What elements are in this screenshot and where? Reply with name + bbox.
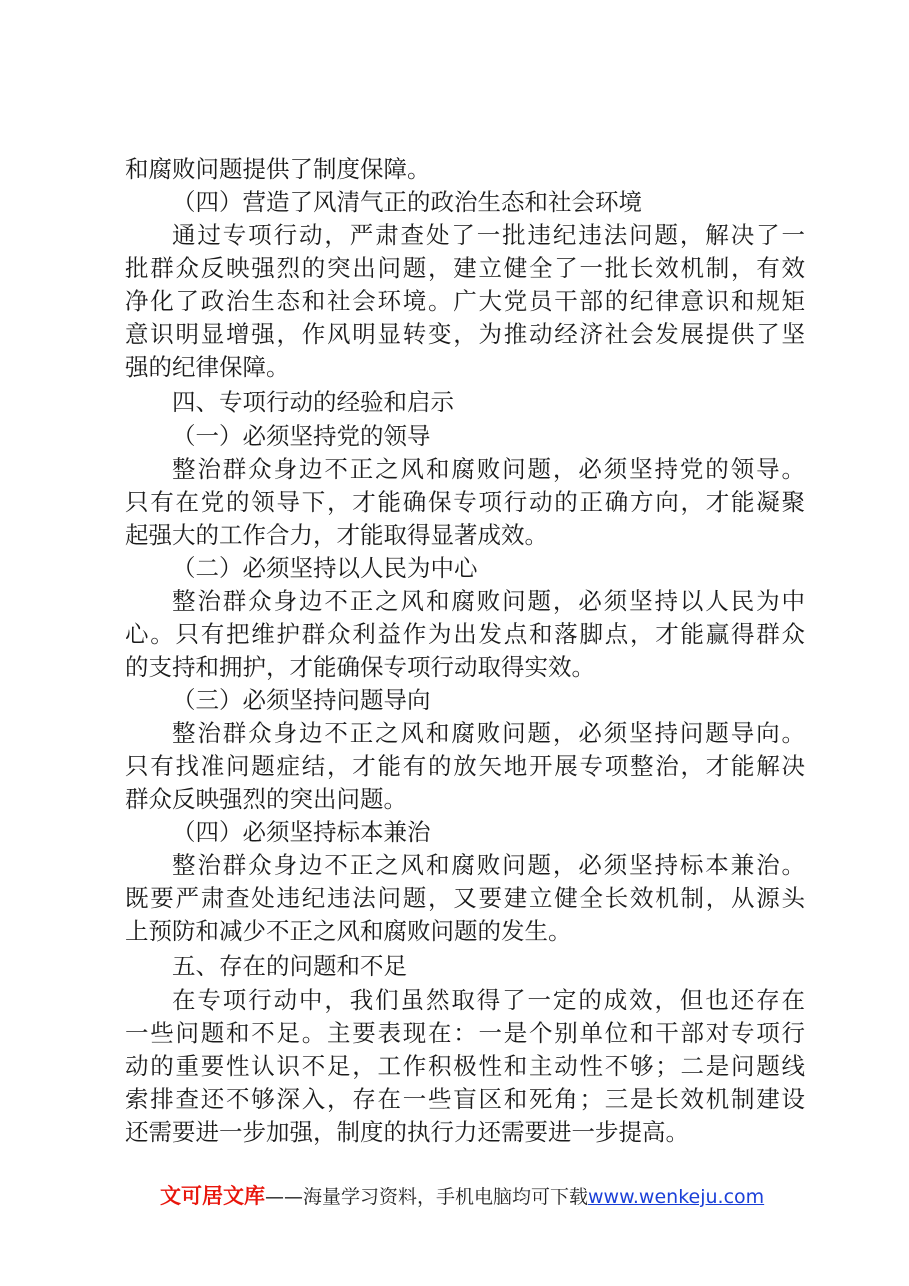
footer-tagline: ——海量学习资料，手机电脑均可下载 (265, 1186, 589, 1208)
footer-banner (160, 1183, 764, 1210)
section-subheading: （四）必须坚持标本兼治 (172, 818, 431, 846)
body-text-line: 批群众反映强烈的突出问题，建立健全了一批长效机制，有效 (125, 254, 805, 282)
body-text-line: 起强大的工作合力，才能取得显著成效。 (125, 521, 548, 549)
paragraph-first-line: 整治群众身边不正之风和腐败问题，必须坚持以人民为中 (172, 587, 805, 615)
paragraph-first-line: 整治群众身边不正之风和腐败问题，必须坚持标本兼治。 (172, 851, 805, 879)
body-text-line: 上预防和减少不正之风和腐败问题的发生。 (125, 917, 572, 945)
body-text-line: 一些问题和不足。主要表现在：一是个别单位和干部对专项行 (125, 1019, 805, 1047)
section-heading: 五、存在的问题和不足 (172, 952, 407, 980)
body-text-line: 索排查还不够深入，存在一些盲区和死角；三是长效机制建设 (125, 1085, 805, 1113)
body-text-line: 既要严肃查处违纪违法问题，又要建立健全长效机制，从源头 (125, 884, 805, 912)
paragraph-first-line: 整治群众身边不正之风和腐败问题，必须坚持党的领导。 (172, 455, 805, 483)
footer-brand: 文可居文库 (160, 1184, 265, 1208)
body-text-line: 动的重要性认识不足，工作积极性和主动性不够；二是问题线 (125, 1052, 805, 1080)
body-text-line: 群众反映强烈的突出问题。 (125, 785, 407, 813)
paragraph-first-line: 通过专项行动，严肃查处了一批违纪违法问题，解决了一 (172, 221, 805, 249)
section-subheading: （二）必须坚持以人民为中心 (172, 554, 478, 582)
body-text-line: 只有在党的领导下，才能确保专项行动的正确方向，才能凝聚 (125, 488, 805, 516)
section-subheading: （四）营造了风清气正的政治生态和社会环境 (172, 188, 642, 216)
footer-website-link[interactable]: www.wenkeju.com (588, 1186, 765, 1208)
body-text-line: 和腐败问题提供了制度保障。 (125, 155, 431, 183)
body-text-line: 净化了政治生态和社会环境。广大党员干部的纪律意识和规矩 (125, 287, 805, 315)
section-subheading: （三）必须坚持问题导向 (172, 686, 431, 714)
section-subheading: （一）必须坚持党的领导 (172, 422, 431, 450)
body-text-line: 还需要进一步加强，制度的执行力还需要进一步提高。 (125, 1118, 689, 1146)
body-text-line: 强的纪律保障。 (125, 353, 290, 381)
body-text-line: 心。只有把维护群众利益作为出发点和落脚点，才能赢得群众 (125, 620, 805, 648)
section-heading: 四、专项行动的经验和启示 (172, 388, 454, 416)
paragraph-first-line: 在专项行动中，我们虽然取得了一定的成效，但也还存在 (172, 986, 805, 1014)
body-text-line: 意识明显增强，作风明显转变，为推动经济社会发展提供了坚 (125, 320, 805, 348)
body-text-line: 只有找准问题症结，才能有的放矢地开展专项整治，才能解决 (125, 752, 805, 780)
paragraph-first-line: 整治群众身边不正之风和腐败问题，必须坚持问题导向。 (172, 719, 805, 747)
body-text-line: 的支持和拥护，才能确保专项行动取得实效。 (125, 653, 595, 681)
